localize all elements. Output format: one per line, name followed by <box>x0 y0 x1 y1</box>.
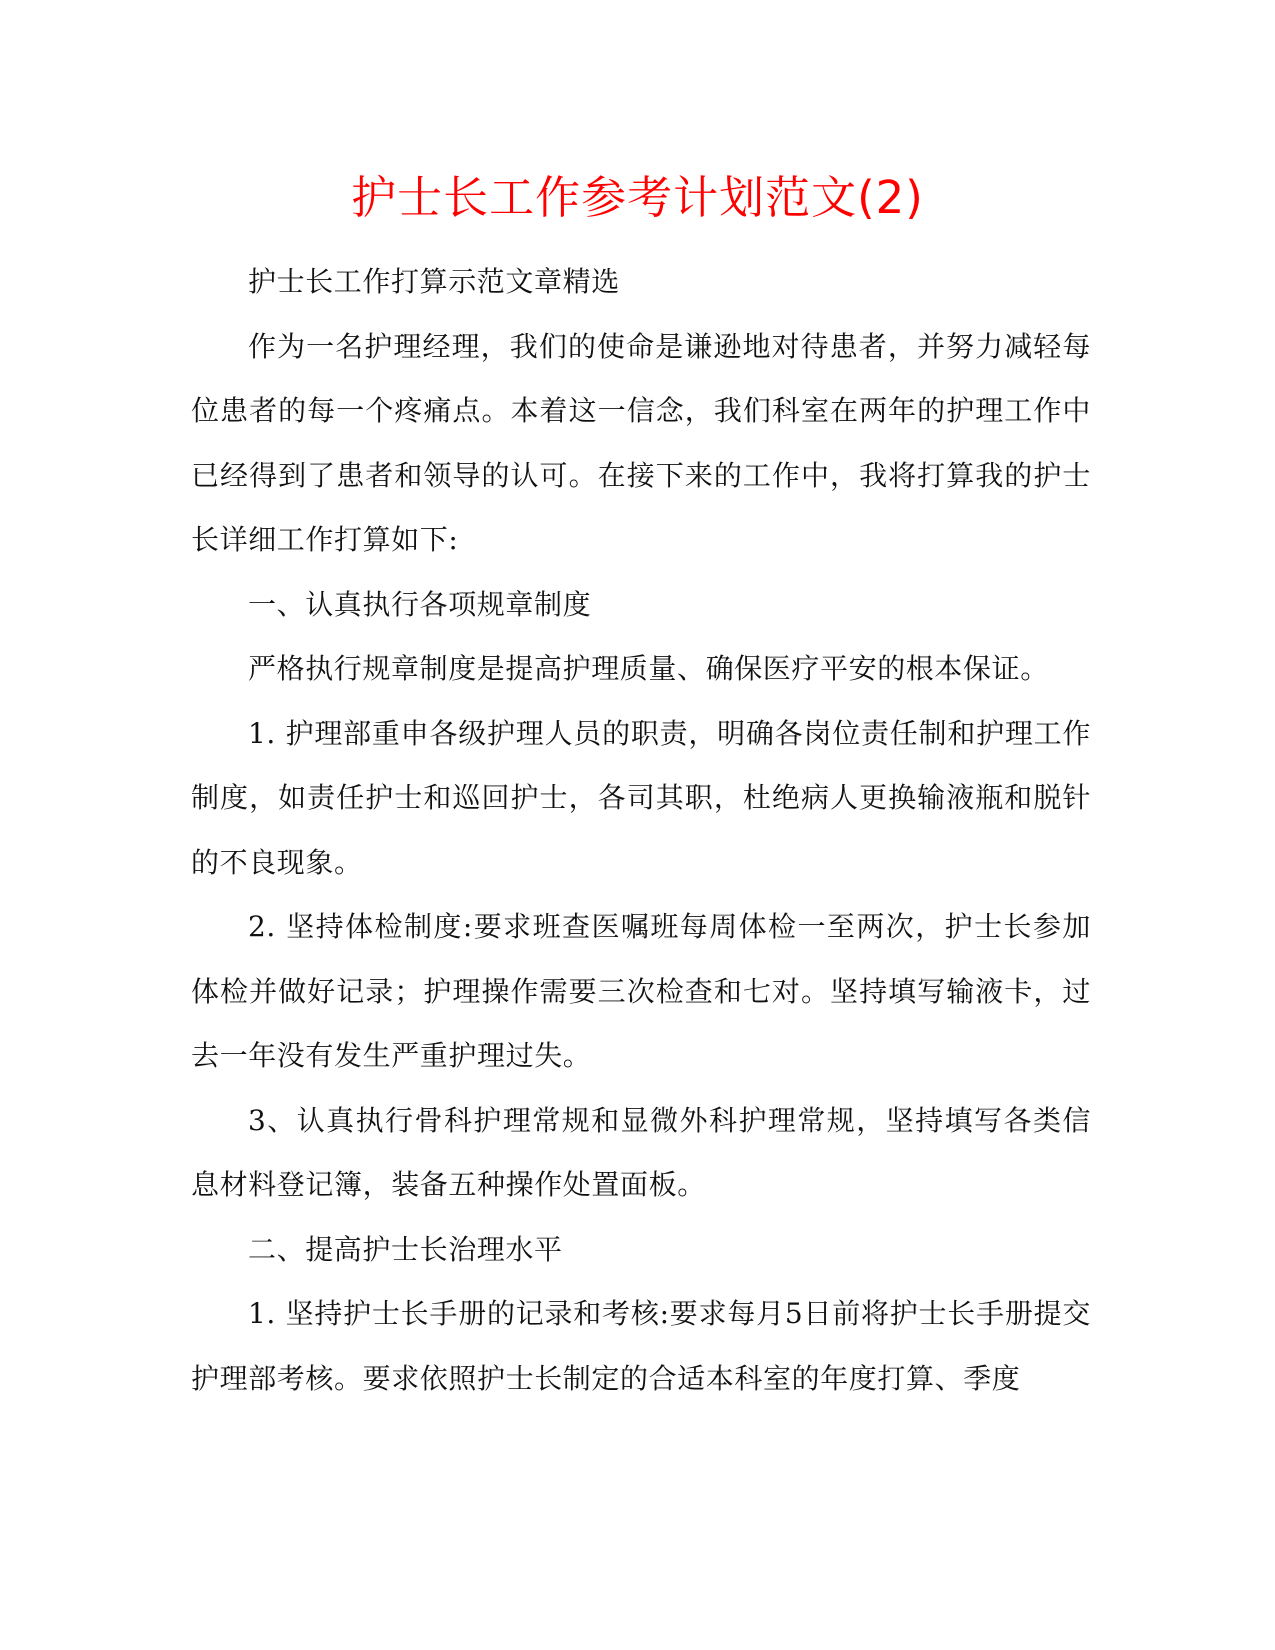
document-title: 护士长工作参考计划范文(2) <box>351 171 924 224</box>
section-heading-2: 二、提高护士长治理水平 <box>248 1232 563 1266</box>
section-heading-1: 一、认真执行各项规章制度 <box>248 587 592 621</box>
list-item-1-3: 3、认真执行骨科护理常规和显微外科护理常规，坚持填写各类信息材料登记簿，装备五种操作处置面板。 <box>191 1103 1091 1201</box>
list-item-1-2: 2. 坚持体检制度:要求班查医嘱班每周体检一至两次，护士长参加体检并做好记录；护理操作需要三次检查和七对。坚持填写输液卡，过去一年没有发生严重护理过失。 <box>191 910 1091 1072</box>
document-body <box>191 250 1091 1411</box>
list-item-1-1: 1. 护理部重申各级护理人员的职责，明确各岗位责任制和护理工作制度，如责任护士和巡回护士，各司其职，杜绝病人更换输液瓶和脱针的不良现象。 <box>191 716 1091 879</box>
intro-paragraph: 作为一名护理经理，我们的使命是谦逊地对待患者，并努力减轻每位患者的每一个疼痛点。本着这一信念，我们科室在两年的护理工作中已经得到了患者和领导的认可。在接下来的工作中，我将打算我的护士长详细工作打算如下: <box>191 329 1091 556</box>
list-item-2-1: 1. 坚持护士长手册的记录和考核:要求每月5日前将护士长手册提交护理部考核。要求依照护士长制定的合适本科室的年度打算、季度 <box>191 1297 1091 1395</box>
body-paragraph: 严格执行规章制度是提高护理质量、确保医疗平安的根本保证。 <box>248 652 1049 685</box>
subtitle-paragraph: 护士长工作打算示范文章精选 <box>248 265 620 298</box>
